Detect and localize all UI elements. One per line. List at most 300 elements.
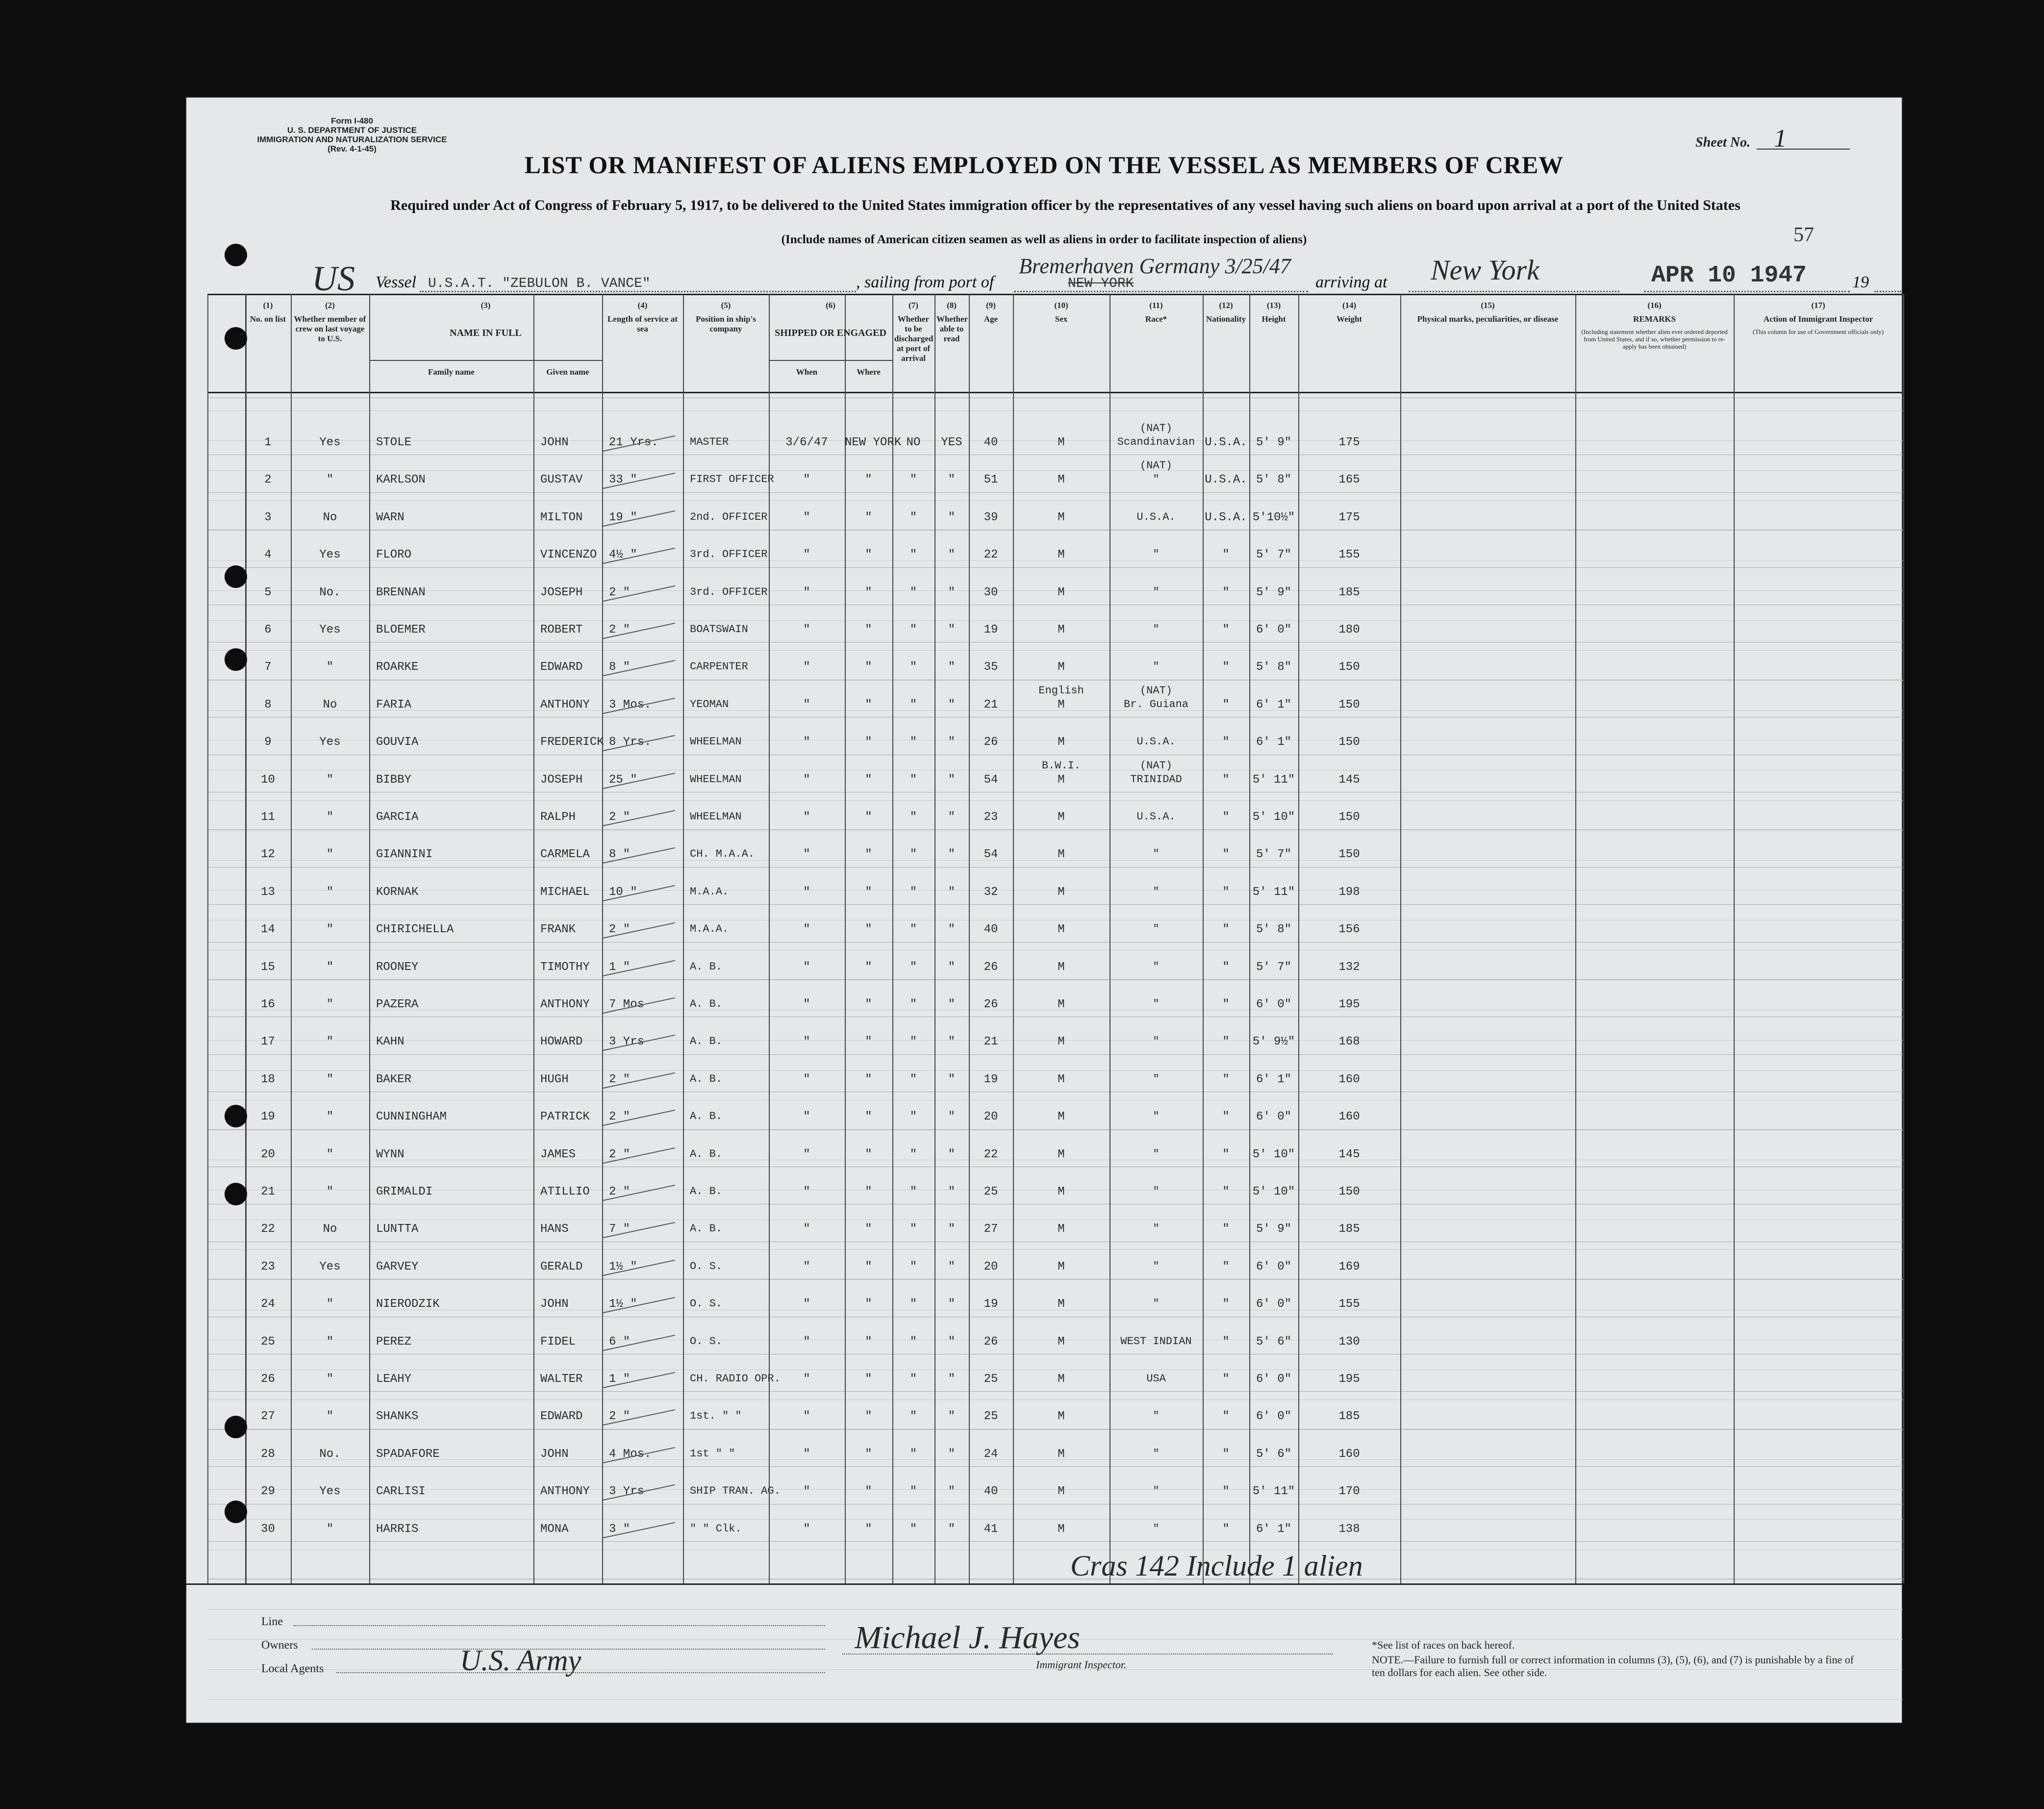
previous-voyage: Yes [319, 436, 341, 449]
weight: 168 [1338, 1035, 1360, 1048]
race: " [1153, 998, 1160, 1010]
previous-voyage: No [323, 1223, 337, 1236]
given-name: FIDEL [540, 1335, 576, 1349]
shipped-where: " [865, 1260, 872, 1274]
column-rule [683, 294, 684, 1583]
position: CH. RADIO OPR. [690, 1373, 781, 1385]
race: " [1153, 961, 1160, 973]
discharged: " [909, 1035, 917, 1048]
shipped-when: " [803, 586, 810, 599]
shipped-where: " [865, 961, 872, 974]
column-subnote: (Including statement whether alien ever ordered deported from United States, and if so, whether permission to re-apply has been obtained) [1581, 328, 1728, 350]
height: 6' 1" [1256, 698, 1291, 712]
weight: 155 [1338, 548, 1360, 561]
subheader-divider [533, 360, 534, 392]
column-rule [1203, 294, 1204, 1583]
able-to-read: " [948, 811, 956, 824]
previous-voyage: Yes [319, 1260, 341, 1274]
ruled-line [207, 500, 1903, 501]
previous-voyage: " [326, 1110, 334, 1123]
age: 20 [984, 1110, 998, 1123]
ruled-line [207, 410, 1903, 411]
punch-hole [225, 1183, 247, 1205]
given-name: JOHN [540, 436, 569, 449]
column-header: Whether to be discharged at port of arrival [894, 314, 934, 363]
column-header: Sex [1055, 314, 1068, 324]
nationality: " [1222, 848, 1230, 861]
row-rule [207, 1391, 1903, 1392]
race-note: B.W.I. [1041, 760, 1081, 772]
discharged: " [909, 661, 917, 674]
family-name: GARVEY [376, 1260, 419, 1274]
family-name: ROONEY [376, 961, 419, 974]
nationality: " [1222, 1110, 1230, 1123]
column-rule [769, 294, 770, 1583]
sheet-label: Sheet No. [1695, 135, 1750, 150]
race: " [1153, 923, 1160, 935]
shipped-where: " [865, 698, 872, 712]
shipped-when: " [803, 548, 810, 561]
nationality: " [1222, 661, 1230, 674]
position: SHIP TRAN. AG. [690, 1485, 781, 1497]
race: " [1153, 1185, 1160, 1198]
position: A. B. [690, 1185, 723, 1198]
punch-hole [225, 1501, 247, 1523]
weight: 195 [1338, 1373, 1360, 1386]
row-rule [207, 1054, 1903, 1055]
race: " [1153, 1260, 1160, 1273]
nationality: " [1222, 1260, 1230, 1274]
shipped-when: " [803, 623, 810, 637]
row-number: 14 [261, 923, 275, 936]
race: " [1153, 1110, 1160, 1122]
shipped-when: " [803, 1335, 810, 1349]
length-of-service: 2 " [609, 1410, 631, 1423]
height: 6' 0" [1256, 623, 1291, 637]
height: 5' 9" [1256, 1223, 1291, 1236]
row-number: 19 [261, 1110, 275, 1123]
family-name: CUNNINGHAM [376, 1110, 447, 1123]
form-identifier-block [249, 116, 455, 153]
height: 6' 1" [1256, 1073, 1291, 1086]
race: " [1153, 1410, 1160, 1422]
race: WEST INDIAN [1120, 1335, 1192, 1348]
shipped-where: " [865, 1148, 872, 1161]
agents-handwritten: U.S. Army [460, 1644, 581, 1677]
row-rule [207, 1466, 1903, 1467]
position: 1st " " [690, 1448, 735, 1460]
nationality: " [1222, 548, 1230, 561]
length-of-service: 10 " [609, 886, 637, 899]
subheader-divider [845, 360, 846, 392]
length-of-service: 1½ " [609, 1260, 637, 1274]
shipped-where: " [865, 1073, 872, 1086]
row-number: 25 [261, 1335, 275, 1349]
column-number: (4) [637, 301, 648, 310]
family-name: KORNAK [376, 886, 419, 899]
column-rule [245, 294, 247, 1583]
row-number: 28 [261, 1448, 275, 1461]
row-number: 21 [261, 1185, 275, 1198]
height: 5' 9" [1256, 586, 1291, 599]
height: 6' 0" [1256, 1410, 1291, 1423]
shipped-when: " [803, 736, 810, 749]
given-name: GERALD [540, 1260, 583, 1274]
column-header: Whether able to read [936, 314, 968, 343]
weight: 150 [1338, 698, 1360, 712]
page-title: LIST OR MANIFEST OF ALIENS EMPLOYED ON THE VESSEL AS MEMBERS OF CREW [524, 151, 1564, 178]
length-of-service: 1 " [609, 961, 631, 974]
row-number: 10 [261, 773, 275, 787]
previous-voyage: " [326, 998, 334, 1011]
previous-voyage: No. [319, 1448, 341, 1461]
shipped-when: " [803, 1373, 810, 1386]
position: A. B. [690, 1223, 723, 1235]
shipped-when: " [803, 1148, 810, 1161]
column-header: NAME IN FULL [450, 328, 522, 338]
weight: 175 [1338, 511, 1360, 524]
shipped-where: " [865, 1223, 872, 1236]
height: 6' 0" [1256, 998, 1291, 1011]
given-name: EDWARD [540, 1410, 583, 1423]
vessel-prefix-handwritten: US [312, 259, 355, 298]
length-of-service: 33 " [609, 473, 637, 486]
weight: 175 [1338, 436, 1360, 449]
given-name: MICHAEL [540, 886, 590, 899]
total-annotation-handwritten: Cras 142 Include 1 alien [1070, 1550, 1363, 1582]
able-to-read: " [948, 736, 956, 749]
row-number: 6 [264, 623, 272, 637]
able-to-read: " [948, 473, 956, 486]
height: 5' 11" [1252, 773, 1295, 787]
column-header: SHIPPED OR ENGAGED [775, 328, 886, 338]
discharged: " [909, 1485, 917, 1498]
given-name: JAMES [540, 1148, 576, 1161]
discharged: " [909, 1335, 917, 1349]
weight: 156 [1338, 923, 1360, 936]
race: " [1153, 1073, 1160, 1085]
family-name: KARLSON [376, 473, 426, 486]
length-of-service: 2 " [609, 811, 631, 824]
length-of-service: 3 Yrs [609, 1485, 645, 1498]
nationality: U.S.A. [1205, 436, 1247, 449]
age: 21 [984, 1035, 998, 1048]
height: 5' 7" [1256, 548, 1291, 561]
column-header: Age [984, 314, 998, 324]
table-header-rule [207, 392, 1903, 393]
given-name: TIMOTHY [540, 961, 590, 974]
shipped-where: " [865, 1485, 872, 1498]
shipped-where: " [865, 661, 872, 674]
nationality-note: (NAT) [1139, 685, 1172, 697]
shipped-when: " [803, 998, 810, 1011]
sex: M [1058, 1223, 1065, 1236]
nationality-note: (NAT) [1139, 459, 1172, 472]
position: O. S. [690, 1335, 723, 1348]
height: 5' 10" [1252, 811, 1295, 824]
nationality: " [1222, 586, 1230, 599]
weight: 150 [1338, 811, 1360, 824]
discharged: " [909, 586, 917, 599]
nationality: " [1222, 1298, 1230, 1311]
previous-voyage: " [326, 1148, 334, 1161]
height: 5' 9" [1256, 436, 1291, 449]
manifest-sheet [185, 97, 1903, 1724]
row-number: 30 [261, 1523, 275, 1536]
revision: (Rev. 4-1-45) [328, 144, 377, 153]
sheet-line [1757, 149, 1850, 150]
row-number: 12 [261, 848, 275, 861]
column-subnote: (This column for use of Government officials only) [1752, 328, 1884, 335]
age: 26 [984, 998, 998, 1011]
sex: M [1058, 548, 1065, 561]
able-to-read: " [948, 1485, 956, 1498]
discharged: " [909, 1148, 917, 1161]
column-rule [1400, 294, 1401, 1583]
shipped-when: " [803, 1073, 810, 1086]
position: A. B. [690, 1148, 723, 1160]
family-name: CARLISI [376, 1485, 426, 1498]
position: M.A.A. [690, 886, 729, 898]
age: 41 [984, 1523, 998, 1536]
row-number: 15 [261, 961, 275, 974]
position: " " Clk. [690, 1523, 742, 1535]
given-name: HOWARD [540, 1035, 583, 1048]
weight: 195 [1338, 998, 1360, 1011]
shipped-when: " [803, 1260, 810, 1274]
row-number: 9 [264, 736, 272, 749]
length-of-service: 7 " [609, 1223, 631, 1236]
row-number: 27 [261, 1410, 275, 1423]
vessel-label: Vessel [376, 273, 417, 291]
discharged: " [909, 1448, 917, 1461]
family-name: WYNN [376, 1148, 404, 1161]
column-header: Race* [1145, 314, 1167, 324]
column-number: (14) [1342, 301, 1357, 310]
column-rule [892, 294, 893, 1583]
column-header: Position in ship's company [696, 314, 756, 333]
row-rule [207, 1541, 1903, 1542]
column-subheader: Family name [428, 367, 475, 377]
requirement-text: Required under Act of Congress of February 5, 1917, to be delivered to the United States immigration officer by the representatives of any vessel having such aliens on board upon arrival at a port of the United States [390, 197, 1741, 213]
vessel-name: U.S.A.T. "ZEBULON B. VANCE" [428, 276, 651, 291]
column-header: Length of service at sea [607, 314, 678, 333]
row-number: 1 [264, 436, 272, 449]
arriving-line [1409, 291, 1619, 292]
weight: 145 [1338, 773, 1360, 787]
family-name: NIERODZIK [376, 1298, 440, 1311]
given-name: GUSTAV [540, 473, 583, 486]
inspector-line [842, 1654, 1333, 1655]
height: 5' 6" [1256, 1335, 1291, 1349]
column-header: Height [1262, 314, 1286, 324]
ruled-line [207, 650, 1903, 651]
family-name: SPADAFORE [376, 1448, 440, 1461]
nationality: " [1222, 961, 1230, 974]
row-number: 23 [261, 1260, 275, 1274]
previous-voyage: " [326, 1523, 334, 1536]
able-to-read: " [948, 1148, 956, 1161]
nationality: U.S.A. [1205, 511, 1247, 524]
sex: M [1058, 886, 1065, 899]
age: 32 [984, 886, 998, 899]
sex: M [1058, 1523, 1065, 1536]
length-of-service: 21 Yrs. [609, 436, 658, 449]
height: 5' 10" [1252, 1148, 1295, 1161]
given-name: CARMELA [540, 848, 590, 861]
able-to-read: " [948, 511, 956, 524]
age: 22 [984, 1148, 998, 1161]
punch-hole [225, 327, 247, 350]
able-to-read: " [948, 1073, 956, 1086]
vessel-info-row [185, 254, 1903, 298]
position: A. B. [690, 1035, 723, 1047]
races-note: *See list of races on back hereof. [1372, 1639, 1515, 1651]
weight: 198 [1338, 886, 1360, 899]
length-of-service: 8 Yrs. [609, 736, 652, 749]
discharged: " [909, 923, 917, 936]
position: 3rd. OFFICER [690, 586, 768, 598]
given-name: EDWARD [540, 661, 583, 674]
subheader-rule [769, 360, 892, 361]
row-rule [207, 567, 1903, 568]
row-number: 7 [264, 661, 272, 674]
discharged: NO [906, 436, 921, 449]
position: M.A.A. [690, 923, 729, 935]
able-to-read: " [948, 848, 956, 861]
weight: 130 [1338, 1335, 1360, 1349]
length-of-service: 19 " [609, 511, 637, 524]
able-to-read: " [948, 961, 956, 974]
family-name: GOUVIA [376, 736, 419, 749]
shipped-where: " [865, 998, 872, 1011]
sex: M [1058, 811, 1065, 824]
nationality: " [1222, 698, 1230, 712]
able-to-read: " [948, 661, 956, 674]
weight: 185 [1338, 1410, 1360, 1423]
column-subheader: When [796, 367, 818, 377]
weight: 180 [1338, 623, 1360, 637]
able-to-read: " [948, 1523, 956, 1536]
discharged: " [909, 1523, 917, 1536]
given-name: ANTHONY [540, 698, 590, 712]
ruled-line [207, 1429, 1903, 1430]
shipped-when: " [803, 886, 810, 899]
position: WHEELMAN [690, 773, 742, 786]
shipped-where: " [865, 886, 872, 899]
column-number: (11) [1149, 301, 1163, 310]
able-to-read: " [948, 698, 956, 712]
age: 21 [984, 698, 998, 712]
family-name: ROARKE [376, 661, 419, 674]
race: TRINIDAD [1130, 773, 1182, 786]
year-label: 19 [1852, 273, 1869, 291]
previous-voyage: " [326, 1373, 334, 1386]
previous-voyage: " [326, 1335, 334, 1349]
ruled-line [207, 830, 1903, 831]
age: 19 [984, 1298, 998, 1311]
ruled-line [207, 530, 1903, 531]
height: 5' 7" [1256, 961, 1291, 974]
given-name: RALPH [540, 811, 576, 824]
column-rule [845, 294, 846, 1583]
nationality: U.S.A. [1205, 473, 1247, 486]
previous-voyage: Yes [319, 623, 341, 637]
ruled-line [207, 680, 1903, 681]
family-name: LEAHY [376, 1373, 412, 1386]
column-rule [291, 294, 292, 1583]
column-rule [934, 294, 935, 1583]
include-note: (Include names of American citizen seamen as well as aliens in order to facilitate inspection of aliens) [781, 233, 1307, 246]
previous-voyage: No [323, 698, 337, 712]
height: 5' 10" [1252, 1185, 1295, 1198]
able-to-read: " [948, 1298, 956, 1311]
shipped-when: " [803, 811, 810, 824]
family-name: GARCIA [376, 811, 419, 824]
previous-voyage: " [326, 848, 334, 861]
length-of-service: 7 Mos [609, 998, 645, 1011]
age: 19 [984, 1073, 998, 1086]
position: A. B. [690, 998, 723, 1010]
punch-hole [225, 565, 247, 588]
nationality: " [1222, 1335, 1230, 1349]
position: A. B. [690, 1110, 723, 1122]
position: 2nd. OFFICER [690, 511, 768, 523]
length-of-service: 25 " [609, 773, 637, 787]
column-number: (13) [1266, 301, 1281, 310]
year-line [1874, 291, 1901, 292]
sex: M [1058, 1110, 1065, 1123]
sex: M [1058, 1260, 1065, 1274]
able-to-read: " [948, 1373, 956, 1386]
height: 5' 11" [1252, 886, 1295, 899]
column-header: No. on list [250, 314, 286, 324]
sailing-label: , sailing from port of [856, 273, 994, 291]
column-number: (6) [826, 301, 835, 310]
race: " [1153, 1148, 1160, 1160]
shipped-when: " [803, 698, 810, 712]
height: 5' 11" [1252, 1485, 1295, 1498]
column-number: (17) [1811, 301, 1825, 310]
subheader-rule [369, 360, 602, 361]
race: " [1153, 661, 1160, 673]
discharged: " [909, 886, 917, 899]
age: 26 [984, 961, 998, 974]
sex: M [1058, 623, 1065, 637]
nationality: " [1222, 923, 1230, 936]
family-name: BAKER [376, 1073, 412, 1086]
shipped-where: " [865, 1185, 872, 1198]
race: " [1153, 548, 1160, 561]
owners-label: Owners [261, 1639, 298, 1652]
position: O. S. [690, 1260, 723, 1273]
height: 5' 8" [1256, 661, 1291, 674]
discharged: " [909, 1410, 917, 1423]
row-number: 16 [261, 998, 275, 1011]
column-header: Whether member of crew on last voyage to U.S. [294, 314, 366, 343]
shipped-when: " [803, 1523, 810, 1536]
given-name: HANS [540, 1223, 569, 1236]
shipped-where: " [865, 848, 872, 861]
able-to-read: " [948, 548, 956, 561]
discharged: " [909, 736, 917, 749]
sex: M [1058, 473, 1065, 486]
nationality: " [1222, 998, 1230, 1011]
length-of-service: 2 " [609, 1110, 631, 1123]
given-name: ATILLIO [540, 1185, 590, 1198]
able-to-read: " [948, 773, 956, 787]
given-name: ANTHONY [540, 1485, 590, 1498]
